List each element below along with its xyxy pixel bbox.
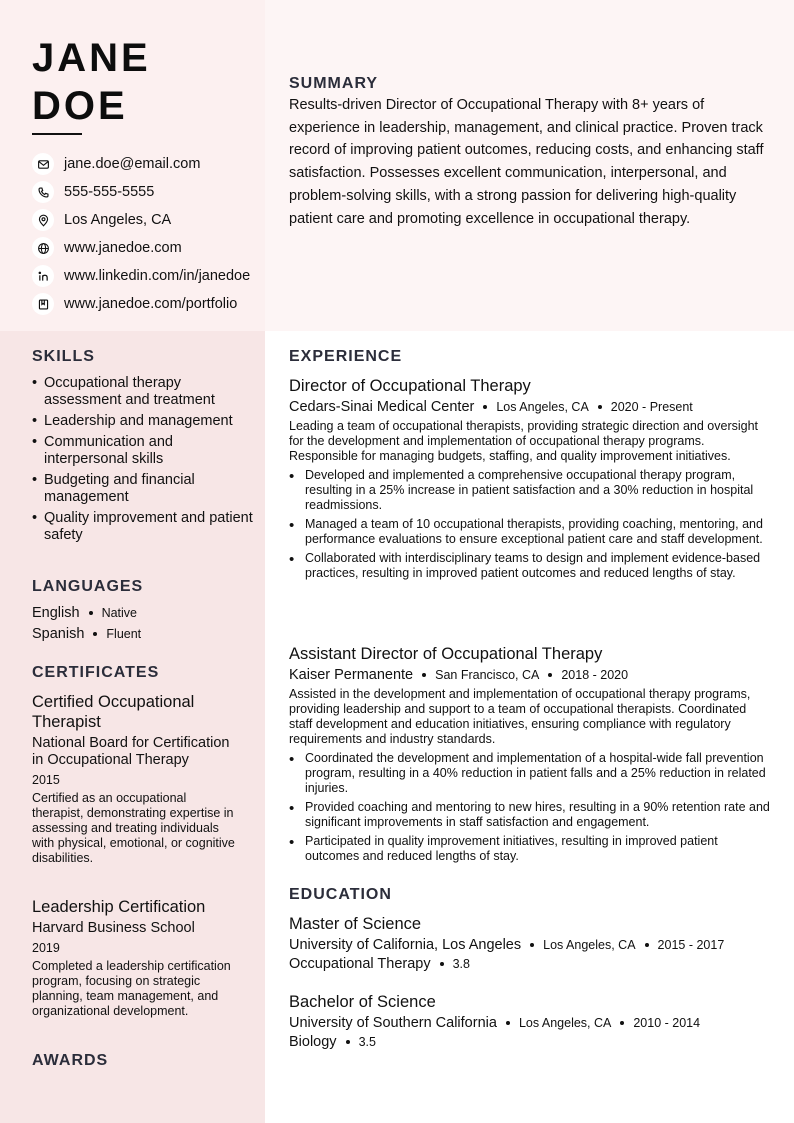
education-item <box>289 992 771 1050</box>
education-field-row <box>289 956 771 972</box>
job-title: Director of Occupational Therapy <box>289 377 531 395</box>
name-first: JANE <box>32 36 151 80</box>
certificate-org: Harvard Business School <box>32 920 195 936</box>
contact-portfolio-text: www.janedoe.com/portfolio <box>64 296 238 312</box>
globe-icon <box>32 237 54 259</box>
gpa: 3.5 <box>358 1035 376 1049</box>
contact-linkedin[interactable] <box>32 265 250 287</box>
certificate-title: Certified Occupational Therapist <box>32 693 195 731</box>
job-bullet: • Coordinated the development and implementation of a hospital-wide fall prevention program, resulting in a 40% reduction in patient falls and a 25% reduction in related injuries. <box>289 751 771 796</box>
contact-location <box>32 209 171 231</box>
job-dates: 2018 - 2020 <box>561 668 629 682</box>
certificate-year: 2019 <box>32 941 60 955</box>
awards-heading: AWARDS <box>32 1052 109 1069</box>
job-dates: 2020 - Present <box>610 400 693 414</box>
contact-phone-text: 555-555-5555 <box>64 184 155 200</box>
job-description: Assisted in the development and implementation of occupational therapy programs, providing leadership and support to a team of occupational therapists. Coordinated staff development and education initiatives, ensuring compliance with regulatory requirements and industry standards. <box>289 687 751 746</box>
job-bullets <box>289 468 771 581</box>
degree-title: Bachelor of Science <box>289 993 436 1011</box>
certificate-item <box>32 897 237 1019</box>
skill-item: • Communication and interpersonal skills <box>32 434 257 468</box>
language-name: Spanish <box>32 626 85 642</box>
school-location: Los Angeles, CA <box>543 938 636 952</box>
experience-item <box>289 376 771 585</box>
contact-website-text: www.janedoe.com <box>64 240 182 256</box>
experience-item <box>289 644 771 868</box>
name-last: DOE <box>32 84 128 128</box>
education-dates: 2010 - 2014 <box>633 1016 701 1030</box>
certificate-year: 2015 <box>32 773 60 787</box>
job-bullets <box>289 751 771 864</box>
language-level: Fluent <box>106 627 142 641</box>
skills-list <box>32 375 257 548</box>
education-meta <box>289 937 771 953</box>
separator-dot <box>598 405 602 409</box>
job-bullet: • Developed and implemented a comprehensive occupational therapy program, resulting in a 25% increase in patient satisfaction and a 30% reduction in hospital readmissions. <box>289 468 771 513</box>
job-bullet: • Participated in quality improvement initiatives, resulting in improved patient outcomes and reduced lengths of stay. <box>289 834 771 864</box>
contact-website[interactable] <box>32 237 182 259</box>
job-title: Assistant Director of Occupational Therapy <box>289 645 603 663</box>
contact-location-text: Los Angeles, CA <box>64 212 172 228</box>
education-meta <box>289 1015 771 1031</box>
portfolio-icon <box>32 293 54 315</box>
language-item <box>32 626 141 642</box>
job-organization: Cedars-Sinai Medical Center <box>289 399 475 415</box>
job-meta <box>289 667 771 683</box>
education-field-row <box>289 1034 771 1050</box>
school-location: Los Angeles, CA <box>518 1016 612 1030</box>
location-pin-icon <box>32 209 54 231</box>
field-of-study: Biology <box>289 1034 337 1050</box>
contact-phone[interactable] <box>32 181 154 203</box>
certificates-heading: CERTIFICATES <box>32 664 160 681</box>
contact-email[interactable] <box>32 153 200 175</box>
school-name: University of California, Los Angeles <box>289 937 522 953</box>
certificate-description: Certified as an occupational therapist, demonstrating expertise in assessing and treating individuals with physical, emotional, or cognitive disabilities. <box>32 791 235 865</box>
skill-item: • Leadership and management <box>32 413 257 430</box>
experience-heading: EXPERIENCE <box>289 348 403 365</box>
separator-dot <box>483 405 487 409</box>
job-location: San Francisco, CA <box>435 668 540 682</box>
gpa: 3.8 <box>452 957 470 971</box>
skill-item: • Occupational therapy assessment and treatment <box>32 375 257 409</box>
education-item <box>289 914 771 972</box>
contact-email-text: jane.doe@email.com <box>64 156 201 172</box>
summary-text: Results-driven Director of Occupational Therapy with 8+ years of experience in leadership, management, and clinical practice. Proven track record of improving patient outcomes, reducing costs, and enhancing staff satisfaction. Possesses excellent communication, interpersonal, and problem-solving skills, with a strong passion for delivering high-quality patient care and promoting excellence in occupational therapy. <box>289 97 764 227</box>
separator-dot <box>548 673 552 677</box>
summary-heading: SUMMARY <box>289 75 379 92</box>
language-name: English <box>32 605 80 621</box>
certificate-org: National Board for Certification in Occupational Therapy <box>32 735 230 768</box>
degree-title: Master of Science <box>289 915 422 933</box>
separator-dot <box>422 673 426 677</box>
separator-dot <box>506 1021 510 1025</box>
languages-heading: LANGUAGES <box>32 578 144 595</box>
skill-item: • Budgeting and financial management <box>32 472 257 506</box>
skills-heading: SKILLS <box>32 348 95 365</box>
separator-dot <box>620 1021 624 1025</box>
job-organization: Kaiser Permanente <box>289 667 414 683</box>
job-bullet: • Managed a team of 10 occupational therapists, providing coaching, mentoring, and performance evaluations to ensure exceptional patient care and staff development. <box>289 517 771 547</box>
contact-portfolio[interactable] <box>32 293 237 315</box>
school-name: University of Southern California <box>289 1015 497 1031</box>
separator-dot <box>530 943 534 947</box>
job-location: Los Angeles, CA <box>496 400 589 414</box>
separator-dot <box>346 1040 350 1044</box>
linkedin-icon <box>32 265 54 287</box>
job-meta <box>289 399 771 415</box>
job-bullet: • Provided coaching and mentoring to new hires, resulting in a 90% retention rate and significant improvements in staff satisfaction and engagement. <box>289 800 771 830</box>
education-dates: 2015 - 2017 <box>657 938 725 952</box>
phone-icon <box>32 181 54 203</box>
education-heading: EDUCATION <box>289 886 392 903</box>
field-of-study: Occupational Therapy <box>289 956 431 972</box>
language-item <box>32 605 137 621</box>
certificate-description: Completed a leadership certification program, focusing on strategic planning, team management, and organizational development. <box>32 959 231 1018</box>
job-description: Leading a team of occupational therapists, providing strategic direction and oversight for the development and implementation of occupational therapy programs. Responsible for managing budgets, staffing, and quality improvement initiatives. <box>289 419 759 463</box>
contact-linkedin-text: www.linkedin.com/in/janedoe <box>64 268 251 284</box>
separator-dot <box>440 962 444 966</box>
language-level: Native <box>101 606 137 620</box>
separator-dot <box>645 943 649 947</box>
name-divider <box>32 133 82 135</box>
email-icon <box>32 153 54 175</box>
separator-dot <box>89 611 93 615</box>
job-bullet: • Collaborated with interdisciplinary teams to design and implement evidence-based practices, resulting in improved patient outcomes and reduced lengths of stay. <box>289 551 771 581</box>
certificate-title: Leadership Certification <box>32 898 206 916</box>
certificate-item <box>32 692 237 866</box>
skill-item: • Quality improvement and patient safety <box>32 510 257 544</box>
separator-dot <box>93 632 97 636</box>
